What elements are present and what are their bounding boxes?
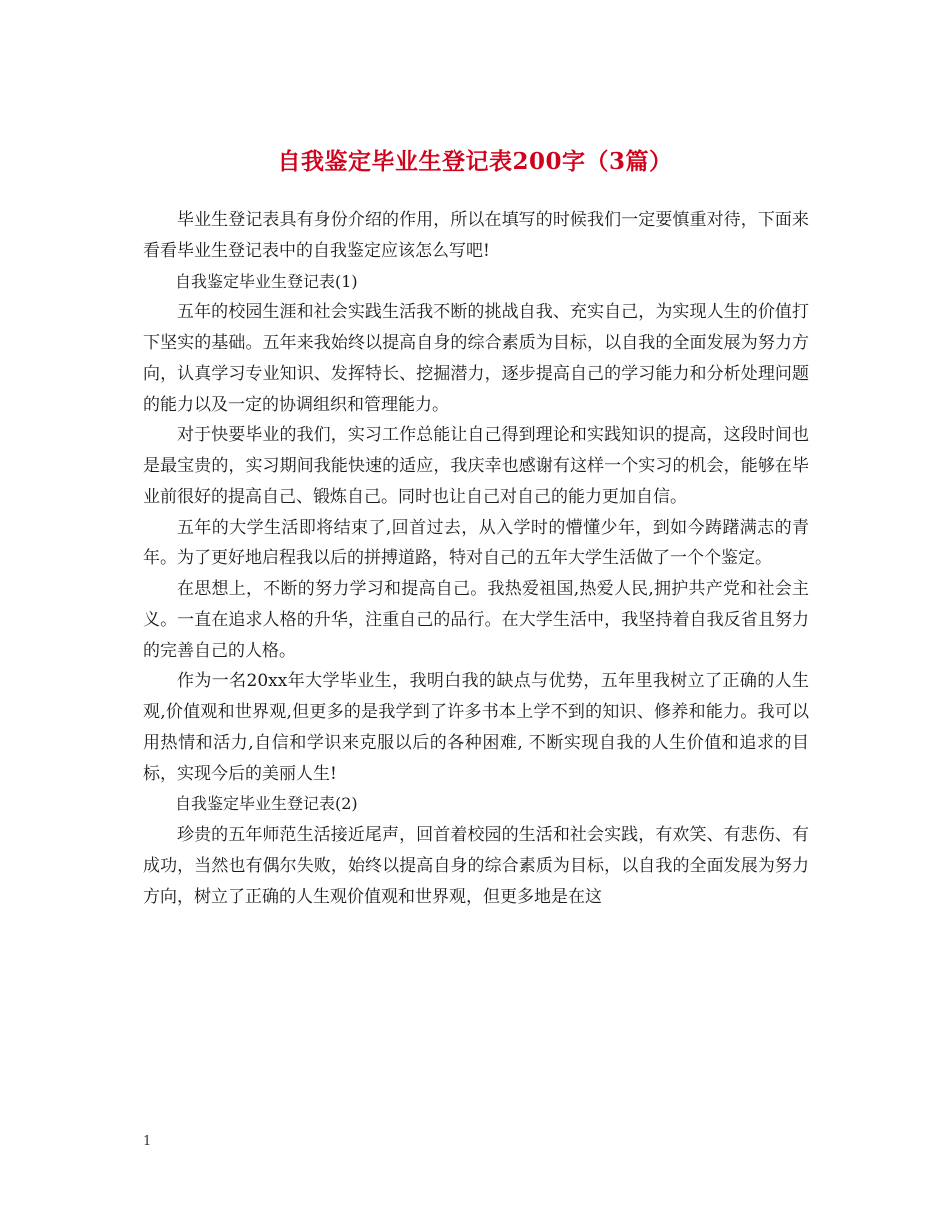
section1-paragraph: 对于快要毕业的我们，实习工作总能让自己得到理论和实践知识的提高，这段时间也是最宝贵的，实习期间我能快速的适应，我庆幸也感谢有这样一个实习的机会，能够在毕业前很好的提高自己、锻炼自己。同时也让自己对自己的能力更加自信。	[143, 425, 809, 507]
section1-paragraph: 五年的校园生涯和社会实践生活我不断的挑战自我、充实自己，为实现人生的价值打下坚实的基础。五年来我始终以提高自身的综合素质为目标，以自我的全面发展为努力方向，认真学习专业知识、发挥特长、挖掘潜力，逐步提高自己的学习能力和分析处理问题的能力以及一定的协调组织和管理能力。	[143, 302, 809, 415]
document-title: 自我鉴定毕业生登记表200字（3篇）	[277, 148, 673, 176]
section2-paragraph: 珍贵的五年师范生活接近尾声，回首着校园的生活和社会实践，有欢笑、有悲伤、有成功，当然也有偶尔失败，始终以提高自身的综合素质为目标，以自我的全面发展为努力方向，树立了正确的人生观价值观和世界观，但更多地是在这	[143, 825, 809, 907]
intro-paragraph: 毕业生登记表具有身份介绍的作用，所以在填写的时候我们一定要慎重对待，下面来看看毕业生登记表中的自我鉴定应该怎么写吧!	[143, 210, 809, 261]
section-heading-1: 自我鉴定毕业生登记表(1)	[175, 271, 358, 291]
section1-paragraph: 在思想上，不断的努力学习和提高自己。我热爱祖国,热爱人民,拥护共产党和社会主义。一直在追求人格的升华，注重自己的品行。在大学生活中，我坚持着自我反省且努力的完善自己的人格。	[143, 579, 809, 661]
page-number: 1	[143, 1134, 152, 1149]
section-heading-2: 自我鉴定毕业生登记表(2)	[175, 794, 358, 814]
document-body	[143, 205, 809, 912]
section1-paragraph: 作为一名20xx年大学毕业生，我明白我的缺点与优势，五年里我树立了正确的人生观,价值观和世界观,但更多的是我学到了许多书本上学不到的知识、修养和能力。我可以用热情和活力,自信和学识来克服以后的各种困难, 不断实现自我的人生价值和追求的目标，实现今后的美丽人生!	[143, 671, 809, 784]
section1-paragraph: 五年的大学生活即将结束了,回首过去，从入学时的懵懂少年，到如今踌躇满志的青年。为了更好地启程我以后的拼搏道路，特对自己的五年大学生活做了一个个鉴定。	[143, 517, 809, 569]
